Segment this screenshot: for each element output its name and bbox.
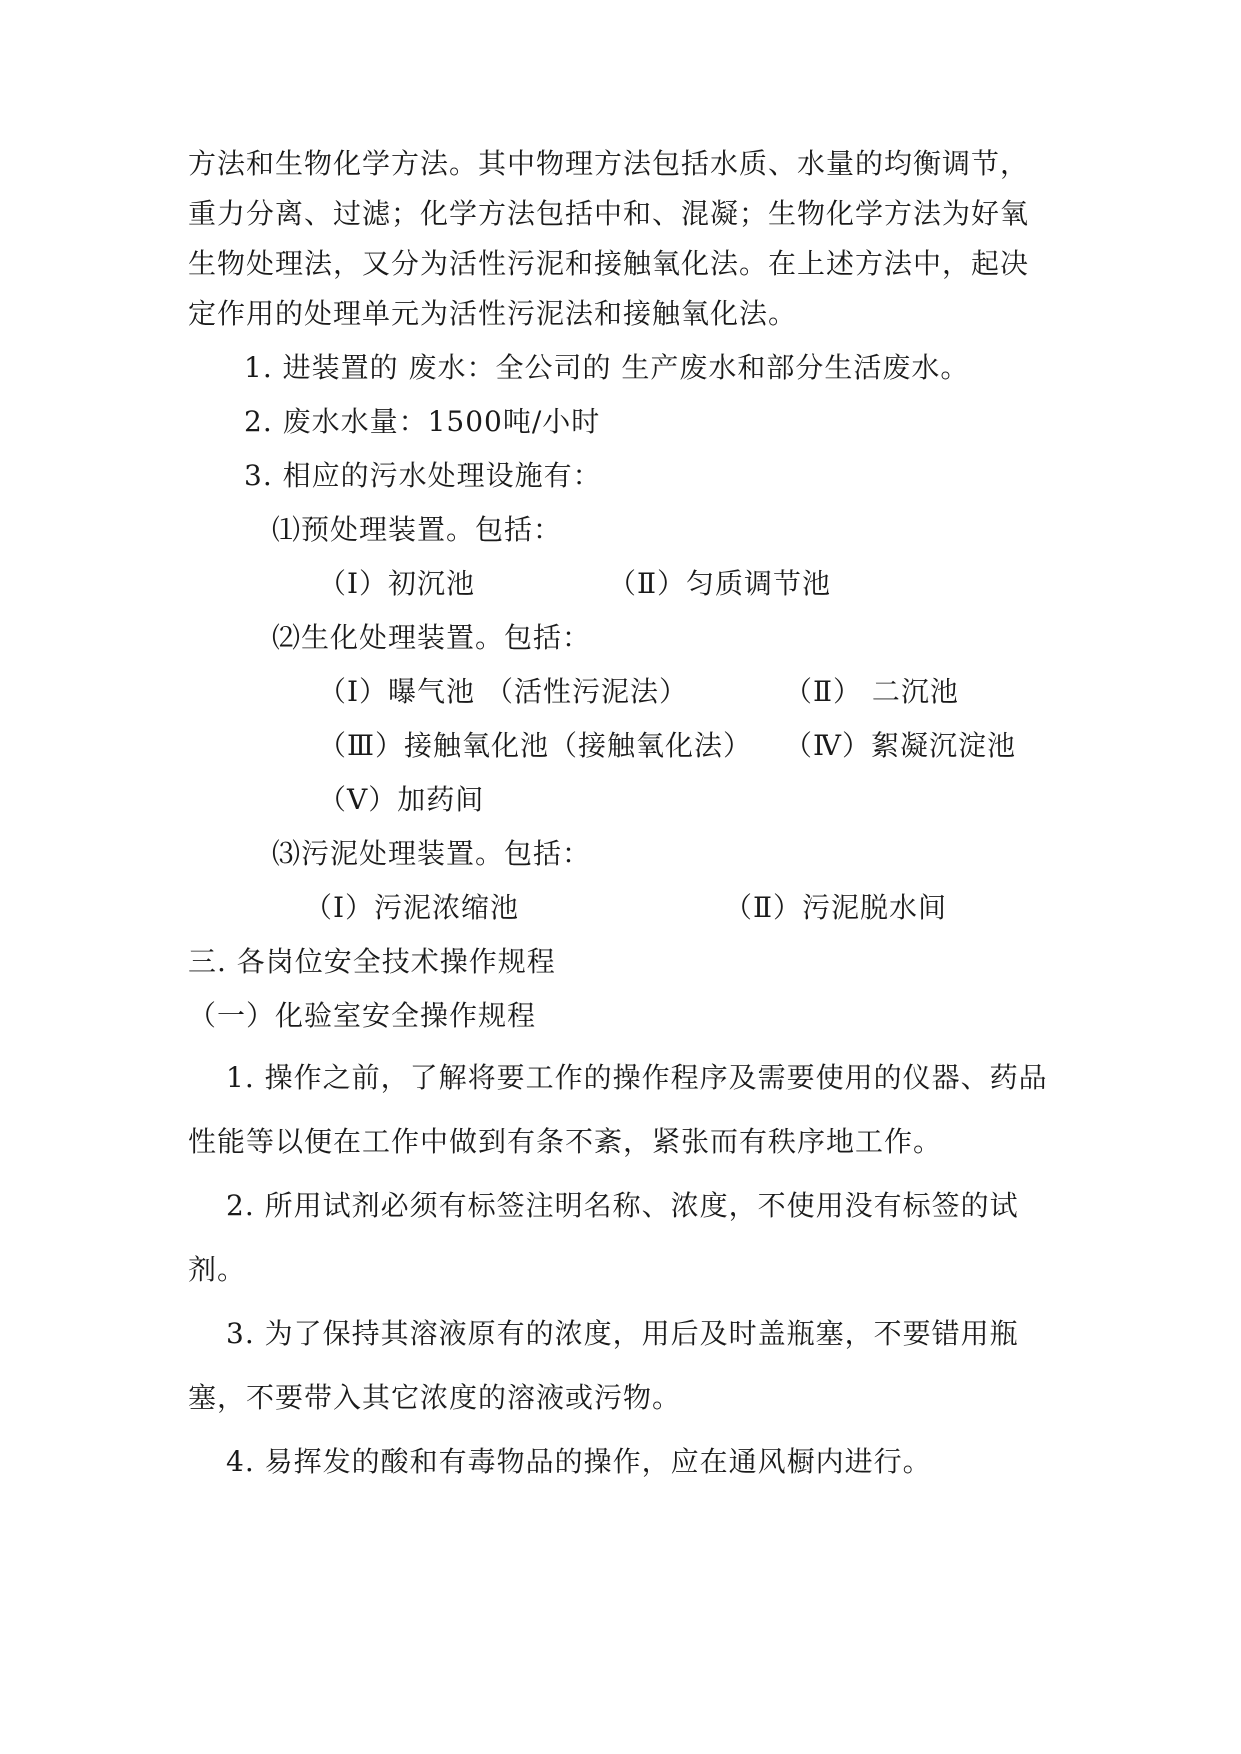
pretreatment-item-b: （Ⅱ）匀质调节池 (608, 567, 832, 600)
intro-line-3: 生物处理法，又分为活性污泥和接触氧化法。在上述方法中，起决 (188, 247, 1030, 280)
intro-line-2: 重力分离、过滤；化学方法包括中和、混凝；生物化学方法为好氧 (188, 197, 1030, 230)
rule-3-line-1: 3. 为了保持其溶液原有的浓度，用后及时盖瓶塞，不要错用瓶 (226, 1317, 1019, 1350)
pretreatment-item-a: （Ⅰ）初沉池 (318, 567, 476, 600)
intro-line-4: 定作用的处理单元为活性污泥法和接触氧化法。 (188, 297, 798, 330)
rule-4-line-1: 4. 易挥发的酸和有毒物品的操作，应在通风橱内进行。 (226, 1445, 932, 1478)
biochem-item-a: （Ⅰ）曝气池 （活性污泥法） (318, 675, 688, 708)
rule-2-line-1: 2. 所用试剂必须有标签注明名称、浓度，不使用没有标签的试 (226, 1189, 1019, 1222)
rule-2-line-2: 剂。 (188, 1253, 247, 1286)
rule-1-line-1: 1. 操作之前，了解将要工作的操作程序及需要使用的仪器、药品 (226, 1061, 1048, 1094)
biochem-heading: ⑵生化处理装置。包括： (272, 621, 592, 654)
rule-3-line-2: 塞，不要带入其它浓度的溶液或污物。 (188, 1381, 682, 1414)
sludge-item-a: （Ⅰ）污泥浓缩池 (304, 891, 520, 924)
biochem-item-e: （Ⅴ）加药间 (318, 783, 485, 816)
item-1: 1. 进装置的 废水：全公司的 生产废水和部分生活废水。 (244, 351, 970, 384)
biochem-item-c: （Ⅲ）接触氧化池（接触氧化法） (318, 729, 753, 762)
pretreatment-heading: ⑴预处理装置。包括： (272, 513, 563, 546)
intro-line-1: 方法和生物化学方法。其中物理方法包括水质、水量的均衡调节， (188, 147, 1030, 180)
biochem-item-d: （Ⅳ）絮凝沉淀池 (784, 729, 1016, 762)
item-3: 3. 相应的污水处理设施有： (244, 459, 602, 492)
item-2: 2. 废水水量：1500吨/小时 (244, 405, 601, 438)
section-title: 三. 各岗位安全技术操作规程 (188, 945, 556, 978)
biochem-item-b: （Ⅱ） 二沉池 (784, 675, 959, 708)
sludge-heading: ⑶污泥处理装置。包括： (272, 837, 592, 870)
sludge-item-b: （Ⅱ）污泥脱水间 (724, 891, 948, 924)
section-subtitle: （一）化验室安全操作规程 (188, 999, 537, 1032)
rule-1-line-2: 性能等以便在工作中做到有条不紊，紧张而有秩序地工作。 (188, 1125, 943, 1158)
